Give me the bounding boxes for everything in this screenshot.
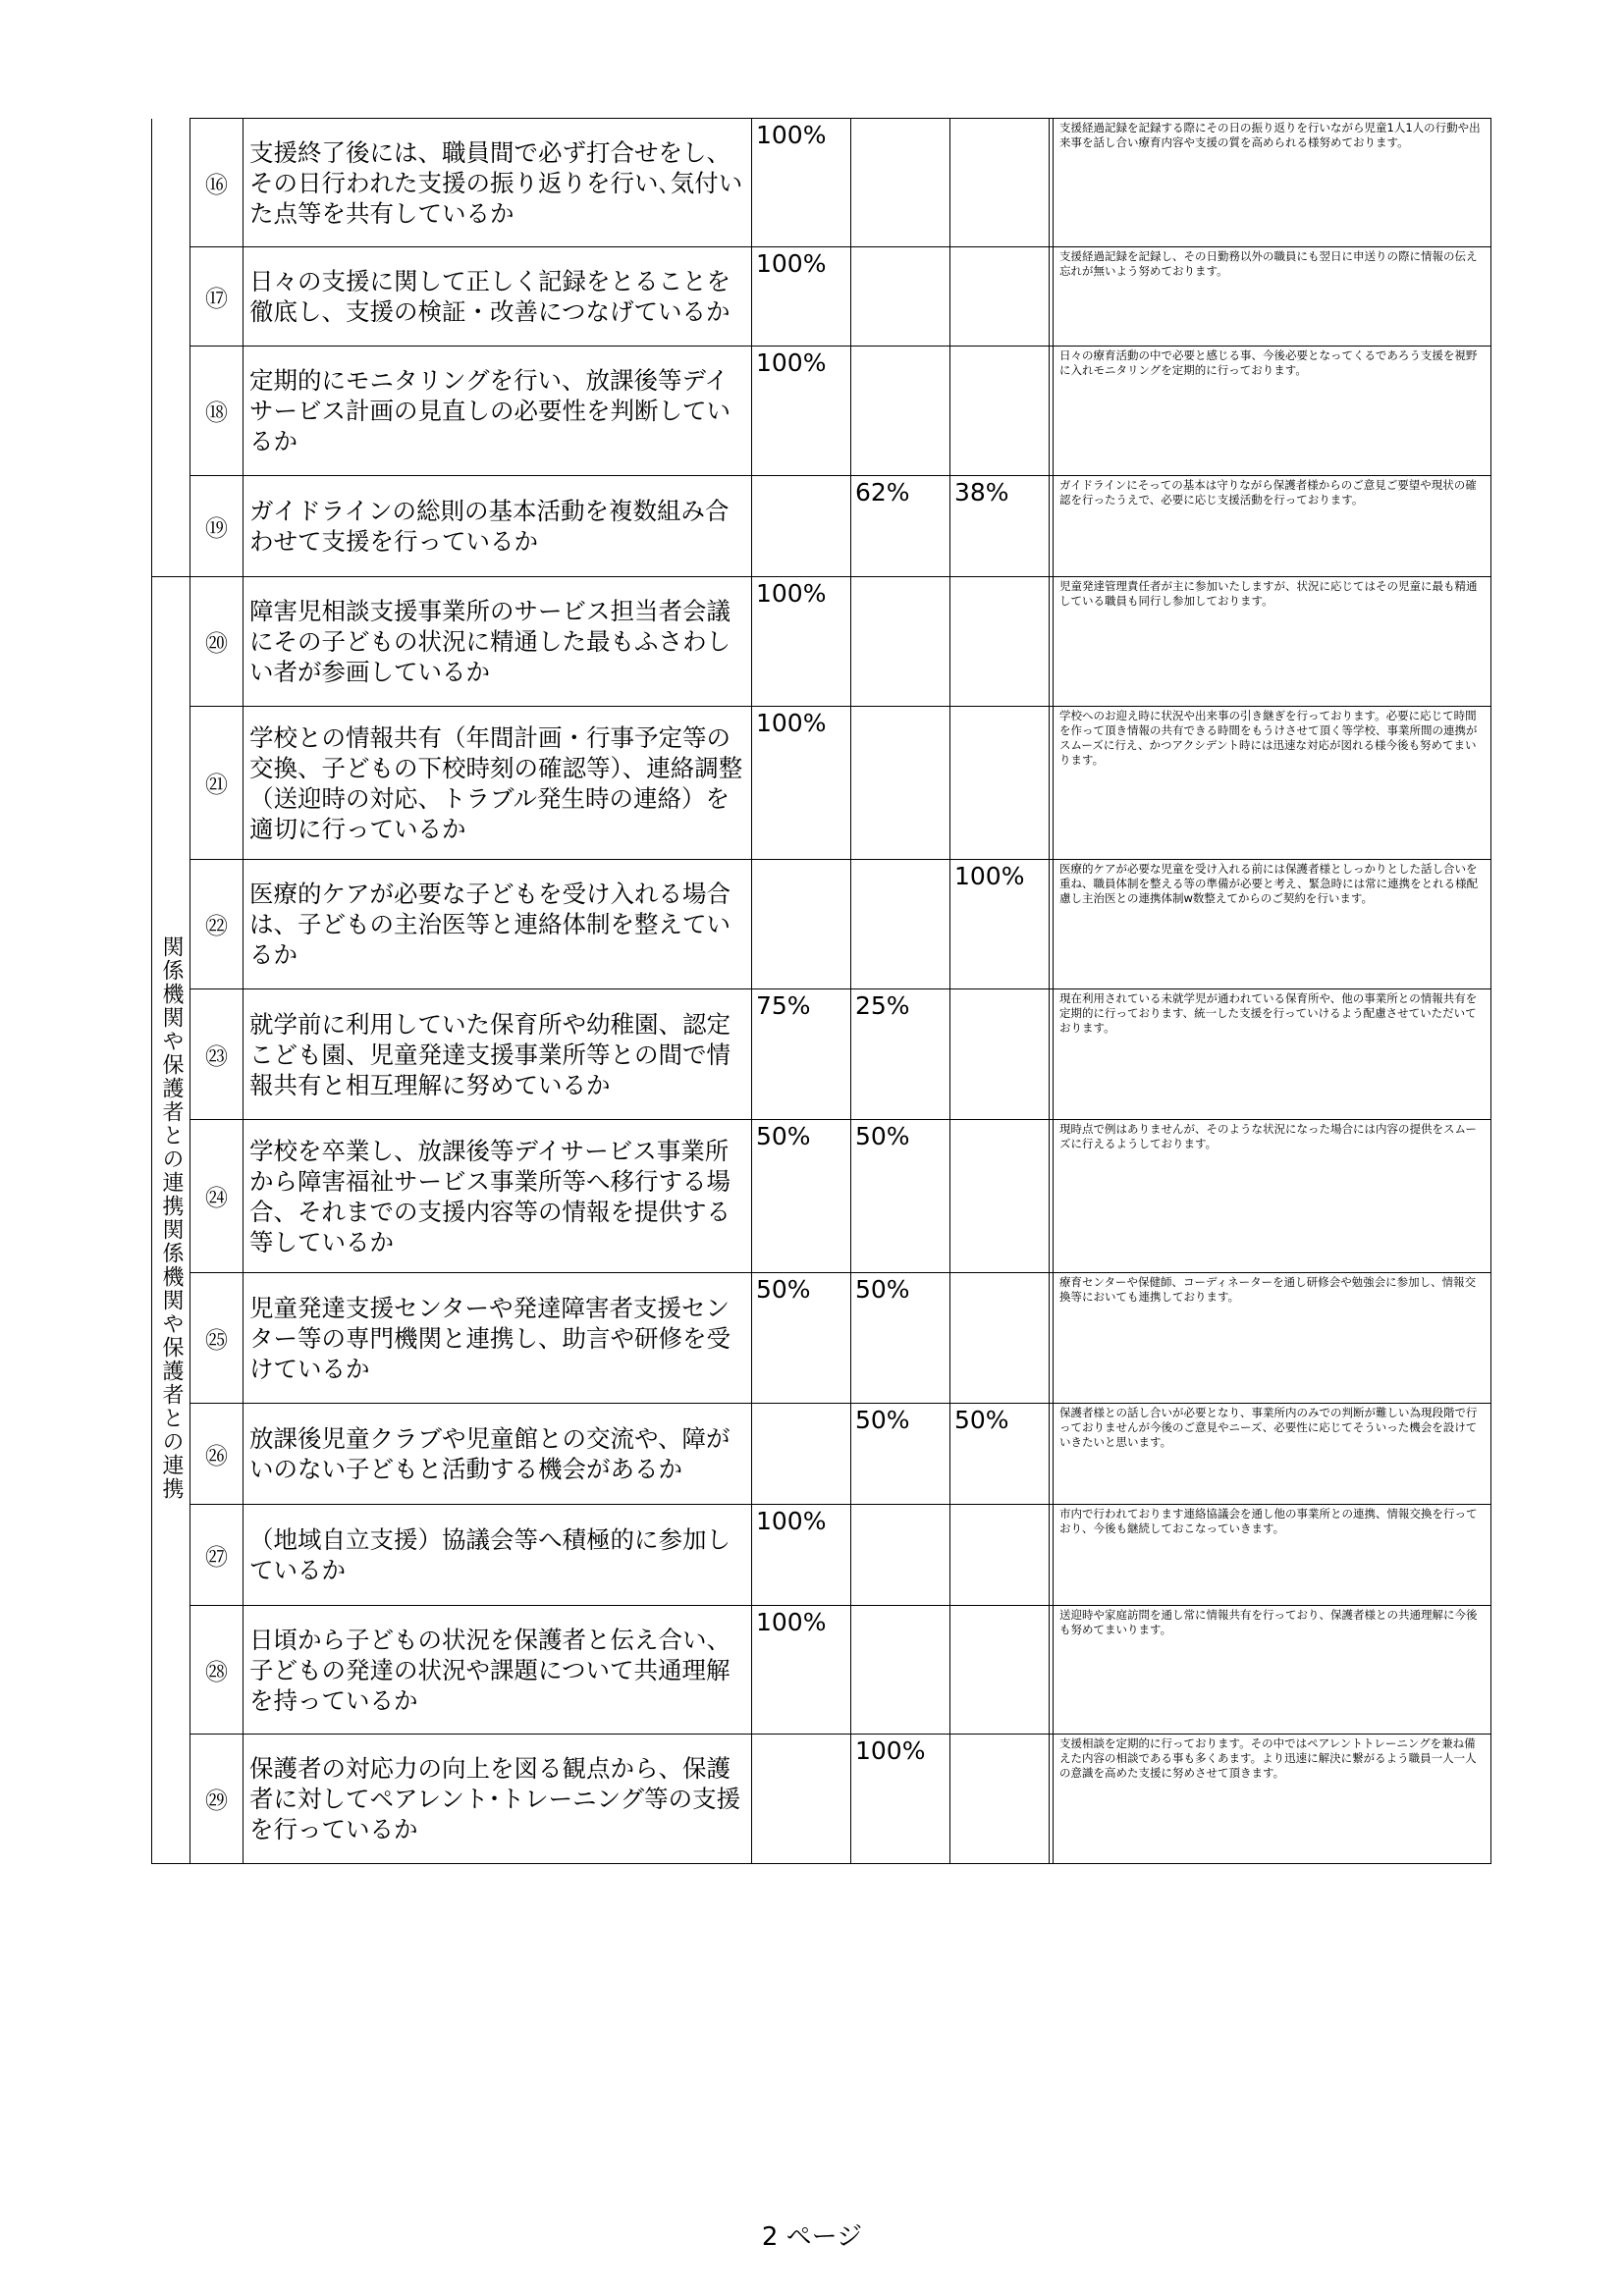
- percent-partly: [851, 1606, 950, 1735]
- percent-partly: 50%: [851, 1404, 950, 1505]
- table-row: [152, 1606, 1491, 1735]
- table-row: [152, 1505, 1491, 1606]
- percent-no: [950, 577, 1050, 707]
- comment-text: 医療的ケアが必要な児童を受け入れる前には保護者様としっかりとした話し合いを重ね、職員体制を整える等の準備が必要と考え、緊急時には常に連携をとれる様配慮し主治医との連携体制w数整えてからのご契約を行います。: [1054, 860, 1491, 989]
- percent-partly: [851, 119, 950, 247]
- question-text: 学校を卒業し、放課後等デイサービス事業所から障害福祉サービス事業所等へ移行する場合、それまでの支援内容等の情報を提供する等しているか: [244, 1120, 752, 1273]
- percent-no: [950, 119, 1050, 247]
- evaluation-table: [151, 118, 1491, 1864]
- comment-text: 現在利用されている未就学児が通われている保育所や、他の事業所との情報共有を定期的に行っております、統一した支援を行っていけるよう配慮させていただいております。: [1054, 989, 1491, 1120]
- question-text: 日頃から子どもの状況を保護者と伝え合い、子どもの発達の状況や課題について共通理解を持っているか: [244, 1606, 752, 1735]
- percent-yes: 100%: [752, 707, 851, 860]
- page-number: 2 ページ: [761, 2222, 863, 2252]
- percent-no: [950, 1606, 1050, 1735]
- percent-yes: 75%: [752, 989, 851, 1120]
- percent-partly: 50%: [851, 1120, 950, 1273]
- question-text: 学校との情報共有（年間計画・行事予定等の交換、子どもの下校時刻の確認等）、連絡調整（送迎時の対応、トラブル発生時の連絡）を適切に行っているか: [244, 707, 752, 860]
- percent-yes: [752, 1404, 851, 1505]
- question-text: 日々の支援に関して正しく記録をとることを徹底し、支援の検証・改善につなげているか: [244, 247, 752, 347]
- percent-no: [950, 1273, 1050, 1404]
- percent-yes: [752, 476, 851, 577]
- table-row: [152, 577, 1491, 707]
- percent-partly: 100%: [851, 1735, 950, 1864]
- question-text: 障害児相談支援事業所のサービス担当者会議にその子どもの状況に精通した最もふさわしい者が参画しているか: [244, 577, 752, 707]
- item-number: ㉑: [190, 707, 244, 860]
- comment-text: 保護者様との話し合いが必要となり、事業所内のみでの判断が難しい為現段階で行っておりませんが今後のご意見やニーズ、必要性に応じてそういった機会を設けていきたいと思います。: [1054, 1404, 1491, 1505]
- comment-text: ガイドラインにそっての基本は守りながら保護者様からのご意見ご要望や現状の確認を行ったうえで、必要に応じ支援活動を行っております。: [1054, 476, 1491, 577]
- percent-no: 100%: [950, 860, 1050, 989]
- item-number: ㉕: [190, 1273, 244, 1404]
- item-number: ⑲: [190, 476, 244, 577]
- percent-no: 50%: [950, 1404, 1050, 1505]
- percent-yes: 100%: [752, 577, 851, 707]
- table-row: [152, 347, 1491, 476]
- percent-no: [950, 1505, 1050, 1606]
- percent-yes: 100%: [752, 247, 851, 347]
- table-row: [152, 247, 1491, 347]
- question-text: ガイドラインの総則の基本活動を複数組み合わせて支援を行っているか: [244, 476, 752, 577]
- comment-text: 市内で行われております連絡協議会を通し他の事業所との連携、情報交換を行っており、今後も継続しておこなっていきます。: [1054, 1505, 1491, 1606]
- comment-text: 支援相談を定期的に行っております。その中ではペアレントトレーニングを兼ね備えた内容の相談である事も多くあます。より迅速に解決に繋がるよう職員一人一人の意識を高めた支援に努めさせて頂きます。: [1054, 1735, 1491, 1864]
- category-cell: [152, 577, 190, 1864]
- item-number: ㉔: [190, 1120, 244, 1273]
- percent-no: [950, 347, 1050, 476]
- percent-yes: 100%: [752, 1606, 851, 1735]
- item-number: ⑰: [190, 247, 244, 347]
- question-text: 支援終了後には、職員間で必ず打合せをし、その日行われた支援の振り返りを行い､気付いた点等を共有しているか: [244, 119, 752, 247]
- item-number: ㉗: [190, 1505, 244, 1606]
- item-number: ⑳: [190, 577, 244, 707]
- item-number: ㉙: [190, 1735, 244, 1864]
- percent-no: [950, 1735, 1050, 1864]
- percent-partly: [851, 247, 950, 347]
- comment-text: 日々の療育活動の中で必要と感じる事、今後必要となってくるであろう支援を視野に入れモニタリングを定期的に行っております。: [1054, 347, 1491, 476]
- percent-partly: 62%: [851, 476, 950, 577]
- percent-no: [950, 1120, 1050, 1273]
- percent-yes: 100%: [752, 347, 851, 476]
- percent-partly: 50%: [851, 1273, 950, 1404]
- category-cell-continued: [152, 119, 190, 577]
- table-row: [152, 1404, 1491, 1505]
- percent-no: [950, 707, 1050, 860]
- evaluation-rows: [152, 119, 1491, 1864]
- percent-partly: [851, 860, 950, 989]
- comment-text: 学校へのお迎え時に状況や出来事の引き継ぎを行っております。必要に応じて時間を作って頂き情報の共有できる時間をもうけさせて頂く等学校、事業所間の連携がスムーズに行え、かつアクシデント時には迅速な対応が図れる様今後も努めてまいります。: [1054, 707, 1491, 860]
- percent-partly: [851, 347, 950, 476]
- percent-yes: [752, 1735, 851, 1864]
- item-number: ⑯: [190, 119, 244, 247]
- table-row: [152, 989, 1491, 1120]
- question-text: （地域自立支援）協議会等へ積極的に参加しているか: [244, 1505, 752, 1606]
- comment-text: 送迎時や家庭訪問を通し常に情報共有を行っており、保護者様との共通理解に今後も努めてまいります。: [1054, 1606, 1491, 1735]
- question-text: 医療的ケアが必要な子どもを受け入れる場合は、子どもの主治医等と連絡体制を整えているか: [244, 860, 752, 989]
- percent-partly: [851, 707, 950, 860]
- table-row: [152, 476, 1491, 577]
- question-text: 就学前に利用していた保育所や幼稚園、認定こども園、児童発達支援事業所等との間で情報共有と相互理解に努めているか: [244, 989, 752, 1120]
- percent-partly: [851, 577, 950, 707]
- percent-partly: 25%: [851, 989, 950, 1120]
- table-row: [152, 1120, 1491, 1273]
- percent-no: [950, 247, 1050, 347]
- item-number: ㉓: [190, 989, 244, 1120]
- table-row: [152, 1273, 1491, 1404]
- percent-yes: 50%: [752, 1273, 851, 1404]
- evaluation-sheet: [151, 118, 1490, 1864]
- question-text: 保護者の対応力の向上を図る観点から、保護者に対してペアレント･トレーニング等の支援を行っているか: [244, 1735, 752, 1864]
- question-text: 放課後児童クラブや児童館との交流や、障がいのない子どもと活動する機会があるか: [244, 1404, 752, 1505]
- comment-text: 支援経過記録を記録する際にその日の振り返りを行いながら児童1人1人の行動や出来事を話し合い療育内容や支援の質を高められる様努めております。: [1054, 119, 1491, 247]
- percent-partly: [851, 1505, 950, 1606]
- table-row: [152, 860, 1491, 989]
- item-number: ㉖: [190, 1404, 244, 1505]
- question-text: 定期的にモニタリングを行い、放課後等デイサービス計画の見直しの必要性を判断しているか: [244, 347, 752, 476]
- category-label: 関係機関や保護者との連携関係機関や保護者との連携: [159, 935, 184, 1501]
- item-number: ㉘: [190, 1606, 244, 1735]
- table-row: [152, 1735, 1491, 1864]
- comment-text: 療育センターや保健師、コーディネーターを通し研修会や勉強会に参加し、情報交換等においても連携しております。: [1054, 1273, 1491, 1404]
- item-number: ⑱: [190, 347, 244, 476]
- table-row: [152, 119, 1491, 247]
- question-text: 児童発達支援センターや発達障害者支援センター等の専門機関と連携し、助言や研修を受けているか: [244, 1273, 752, 1404]
- percent-yes: 50%: [752, 1120, 851, 1273]
- comment-text: 支援経過記録を記録し、その日勤務以外の職員にも翌日に申送りの際に情報の伝え忘れが無いよう努めております。: [1054, 247, 1491, 347]
- percent-yes: [752, 860, 851, 989]
- percent-no: [950, 989, 1050, 1120]
- percent-yes: 100%: [752, 119, 851, 247]
- item-number: ㉒: [190, 860, 244, 989]
- comment-text: 児童発達管理責任者が主に参加いたしますが、状況に応じてはその児童に最も精通している職員も同行し参加しております。: [1054, 577, 1491, 707]
- percent-yes: 100%: [752, 1505, 851, 1606]
- comment-text: 現時点で例はありませんが、そのような状況になった場合には内容の提供をスムーズに行えるようしております。: [1054, 1120, 1491, 1273]
- table-row: [152, 707, 1491, 860]
- percent-no: 38%: [950, 476, 1050, 577]
